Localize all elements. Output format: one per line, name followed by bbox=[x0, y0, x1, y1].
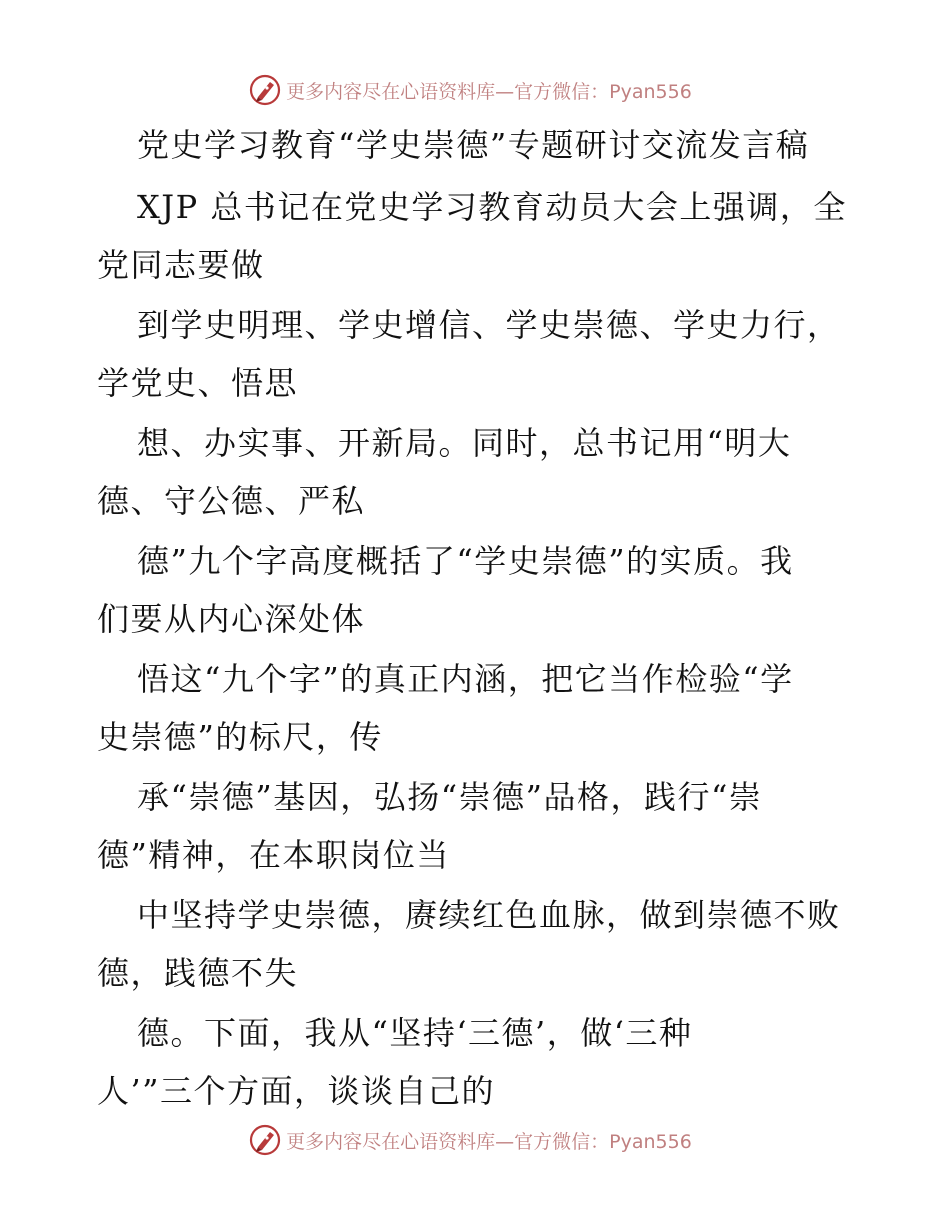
footer-banner-content bbox=[248, 1123, 692, 1157]
paragraph-line: 德。下面，我从“坚持‘三德’，做‘三种 bbox=[137, 1014, 693, 1052]
pen-nib-logo-icon bbox=[248, 73, 282, 107]
paragraph-line: 史崇德”的标尺，传 bbox=[97, 718, 383, 756]
paragraph-line: 党同志要做 bbox=[97, 246, 265, 284]
footer-banner-text: 更多内容尽在心语资料库—官方微信：Pyan556 bbox=[286, 1130, 692, 1153]
paragraph-line: 到学史明理、学史增信、学史崇德、学史力行， bbox=[137, 306, 841, 344]
paragraph-line: 中坚持学史崇德，赓续红色血脉，做到崇德不败 bbox=[137, 896, 841, 934]
paragraph-line: 们要从内心深处体 bbox=[97, 600, 366, 638]
paragraph-line: 悟这“九个字”的真正内涵，把它当作检验“学 bbox=[137, 660, 794, 698]
pen-nib-logo-icon bbox=[248, 1123, 282, 1157]
paragraph-line: 德”精神，在本职岗位当 bbox=[97, 836, 450, 874]
paragraph-line: 承“崇德”基因，弘扬“崇德”品格，践行“崇 bbox=[137, 778, 763, 816]
footer-banner bbox=[0, 1120, 950, 1160]
document-title: 党史学习教育“学史崇德”专题研讨交流发言稿 bbox=[137, 126, 810, 164]
header-banner-text: 更多内容尽在心语资料库—官方微信：Pyan556 bbox=[286, 80, 692, 103]
paragraph-line: 人’”三个方面，谈谈自己的 bbox=[97, 1072, 496, 1110]
paragraph-line: 想、办实事、开新局。同时，总书记用“明大 bbox=[137, 424, 792, 462]
paragraph-line: 学党史、悟思 bbox=[97, 364, 299, 402]
header-banner bbox=[0, 70, 950, 110]
header-banner-content bbox=[248, 73, 692, 107]
paragraph-line: 德、守公德、严私 bbox=[97, 482, 366, 520]
paragraph-line: XJP 总书记在党史学习教育动员大会上强调，全 bbox=[137, 188, 847, 226]
paragraph-line: 德，践德不失 bbox=[97, 954, 299, 992]
paragraph-line: 德”九个字高度概括了“学史崇德”的实质。我 bbox=[137, 542, 794, 580]
